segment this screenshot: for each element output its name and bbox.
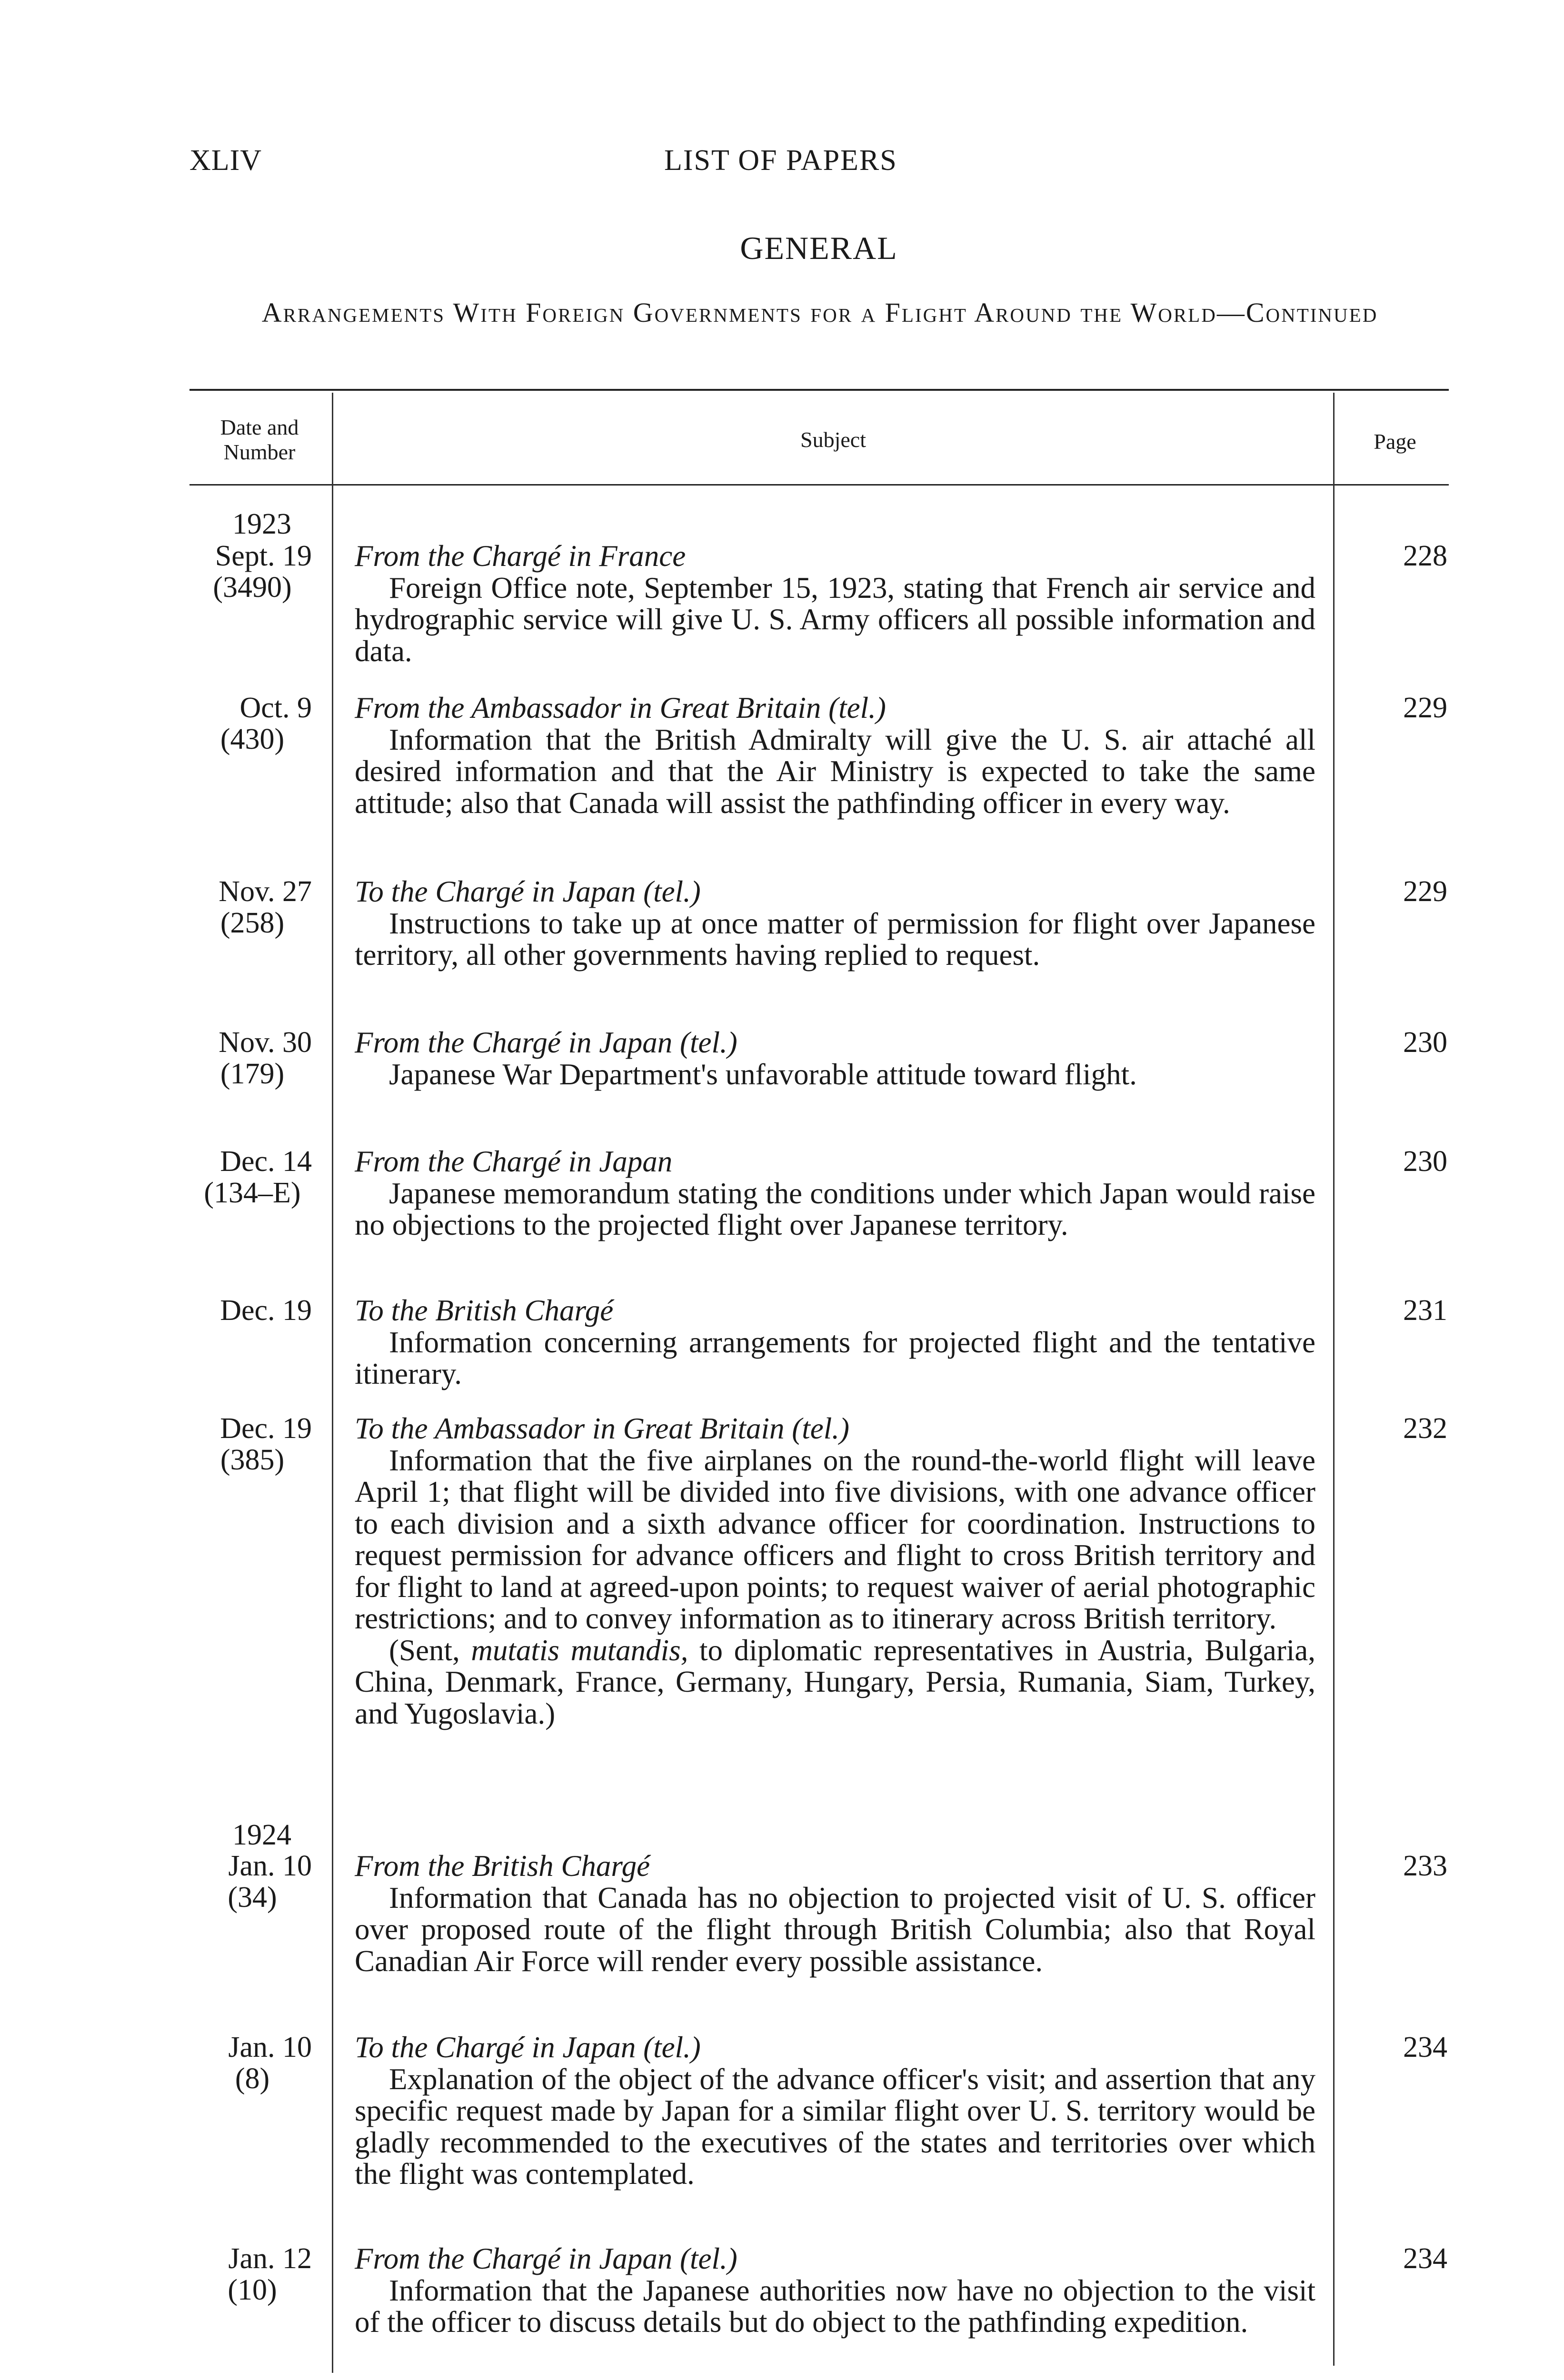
entry-number: (134–E) xyxy=(204,1177,301,1209)
entry-source: From the Chargé in Japan (tel.) xyxy=(355,1026,737,1059)
entry-number: (258) xyxy=(220,907,285,939)
column-header-page: Page xyxy=(1374,429,1416,454)
entry-page: 234 xyxy=(1403,2031,1447,2063)
entry-description: Foreign Office note, September 15, 1923, stating that French air service and hydrographic service will give U. S. Army officers all possible information and data. xyxy=(355,571,1315,668)
entry-page: 229 xyxy=(1403,875,1447,908)
entry-subject xyxy=(355,1850,1315,1977)
year-marker: 1924 xyxy=(232,1819,291,1851)
entry-page: 234 xyxy=(1403,2242,1447,2275)
entry-description: Japanese memorandum stating the conditions under which Japan would raise no objections to the projected flight over Japanese territory. xyxy=(355,1176,1315,1241)
entry-description: Information that the Japanese authorities now have no objection to the visit of the officer to discuss details but do object to the pathfinding expedition. xyxy=(355,2273,1315,2339)
entry-date: Jan. 10 xyxy=(228,2031,312,2063)
entry-description: Instructions to take up at once matter of permission for flight over Japanese territory, all other governments having replied to request. xyxy=(355,906,1315,972)
entry-subject xyxy=(355,540,1315,667)
entry-subject xyxy=(355,1295,1315,1390)
note-italic: mutatis mutandis, xyxy=(471,1633,688,1667)
entry-number: (3490) xyxy=(213,571,292,604)
entry-description: Information that Canada has no objection to projected visit of U. S. officer over proposed route of the flight through British Columbia; also that Royal Canadian Air Force will render every possible assistance. xyxy=(355,1881,1315,1978)
entry-source: To the Chargé in Japan (tel.) xyxy=(355,2031,701,2064)
entry-page: 230 xyxy=(1403,1026,1447,1059)
section-title: GENERAL xyxy=(740,230,898,266)
entry-number: (430) xyxy=(220,723,285,755)
column-header-date-number xyxy=(190,415,329,465)
note-prefix: (Sent, xyxy=(389,1633,471,1667)
entry-source: From the Chargé in Japan (tel.) xyxy=(355,2242,737,2275)
table-top-rule xyxy=(189,389,1449,391)
entry-date: Sept. 19 xyxy=(215,540,312,572)
entry-description: Information that the five airplanes on the round-the-world flight will leave April 1; that flight will be divided into five divisions, with one advance officer to each division and a sixth advance officer for coordination. Instructions to request permission for advance officers and flight to cross British territory and for flight to land at agreed-upon points; to request waiver of aerial photographic restrictions; and to convey information as to itinerary across British territory. xyxy=(355,1443,1315,1635)
entry-date: Dec. 19 xyxy=(220,1294,312,1327)
column-divider-page xyxy=(1333,393,1335,2366)
entry-date: Jan. 10 xyxy=(228,1850,312,1882)
entry-page: 228 xyxy=(1403,540,1447,572)
entry-number: (385) xyxy=(220,1444,285,1476)
table-header-rule xyxy=(189,484,1449,486)
note-suffix: to diplomatic representatives in Austria, Bulgaria, China, Denmark, France, Germany, Hungary, Persia, Rumania, Siam, Turkey, and Yugoslavia.) xyxy=(355,1633,1316,1730)
entry-subject xyxy=(355,1413,1315,1729)
column-divider-date xyxy=(332,393,333,2373)
entry-number: (8) xyxy=(235,2063,270,2095)
entry-number: (179) xyxy=(220,1058,285,1090)
subsection-title: Arrangements With Foreign Governments for a Flight Around the World—Continued xyxy=(261,297,1378,328)
entry-subject xyxy=(355,692,1315,819)
entry-date: Jan. 12 xyxy=(228,2242,312,2275)
entry-note xyxy=(355,1635,1315,1730)
entry-date: Dec. 14 xyxy=(220,1145,312,1178)
column-header-number-line: Number xyxy=(223,440,296,464)
entry-description: Explanation of the object of the advance officer's visit; and assertion that any specific request made by Japan for a similar flight over U. S. territory would be gladly recommended to the executives of the states and territories over which the flight was contemplated. xyxy=(355,2062,1315,2191)
entry-source: From the Chargé in Japan xyxy=(355,1145,673,1178)
entry-description: Information that the British Admiralty will give the U. S. air attaché all desired information and that the Air Ministry is expected to take the same attitude; also that Canada will assist the pathfinding officer in every way. xyxy=(355,723,1315,820)
column-header-date-line: Date and xyxy=(220,415,299,439)
column-header-subject: Subject xyxy=(800,427,866,452)
entry-date: Nov. 30 xyxy=(219,1026,312,1059)
entry-subject xyxy=(355,1146,1315,1241)
entry-source: To the British Chargé xyxy=(355,1294,614,1327)
entry-subject xyxy=(355,2243,1315,2338)
running-title: LIST OF PAPERS xyxy=(664,144,897,177)
page-number: XLIV xyxy=(189,144,262,177)
entry-subject xyxy=(355,2032,1315,2190)
entry-source: From the British Chargé xyxy=(355,1849,650,1883)
entry-page: 233 xyxy=(1403,1850,1447,1882)
entry-number: (10) xyxy=(228,2274,277,2306)
entry-date: Nov. 27 xyxy=(219,875,312,908)
entry-source: From the Chargé in France xyxy=(355,539,686,573)
entry-page: 229 xyxy=(1403,692,1447,724)
entry-source: From the Ambassador in Great Britain (tel.) xyxy=(355,691,886,724)
entry-date: Oct. 9 xyxy=(239,692,312,724)
entry-page: 232 xyxy=(1403,1412,1447,1445)
entry-subject xyxy=(355,876,1315,971)
entry-number: (34) xyxy=(228,1881,277,1914)
entry-source: To the Chargé in Japan (tel.) xyxy=(355,875,701,908)
entry-description: Information concerning arrangements for projected flight and the tentative itinerary. xyxy=(355,1325,1315,1390)
entry-subject xyxy=(355,1027,1315,1090)
entry-page: 230 xyxy=(1403,1145,1447,1178)
entry-source: To the Ambassador in Great Britain (tel.) xyxy=(355,1412,849,1445)
entry-date: Dec. 19 xyxy=(220,1412,312,1445)
year-marker: 1923 xyxy=(232,508,291,540)
entry-description: Japanese War Department's unfavorable attitude toward flight. xyxy=(389,1057,1137,1091)
entry-page: 231 xyxy=(1403,1294,1447,1327)
